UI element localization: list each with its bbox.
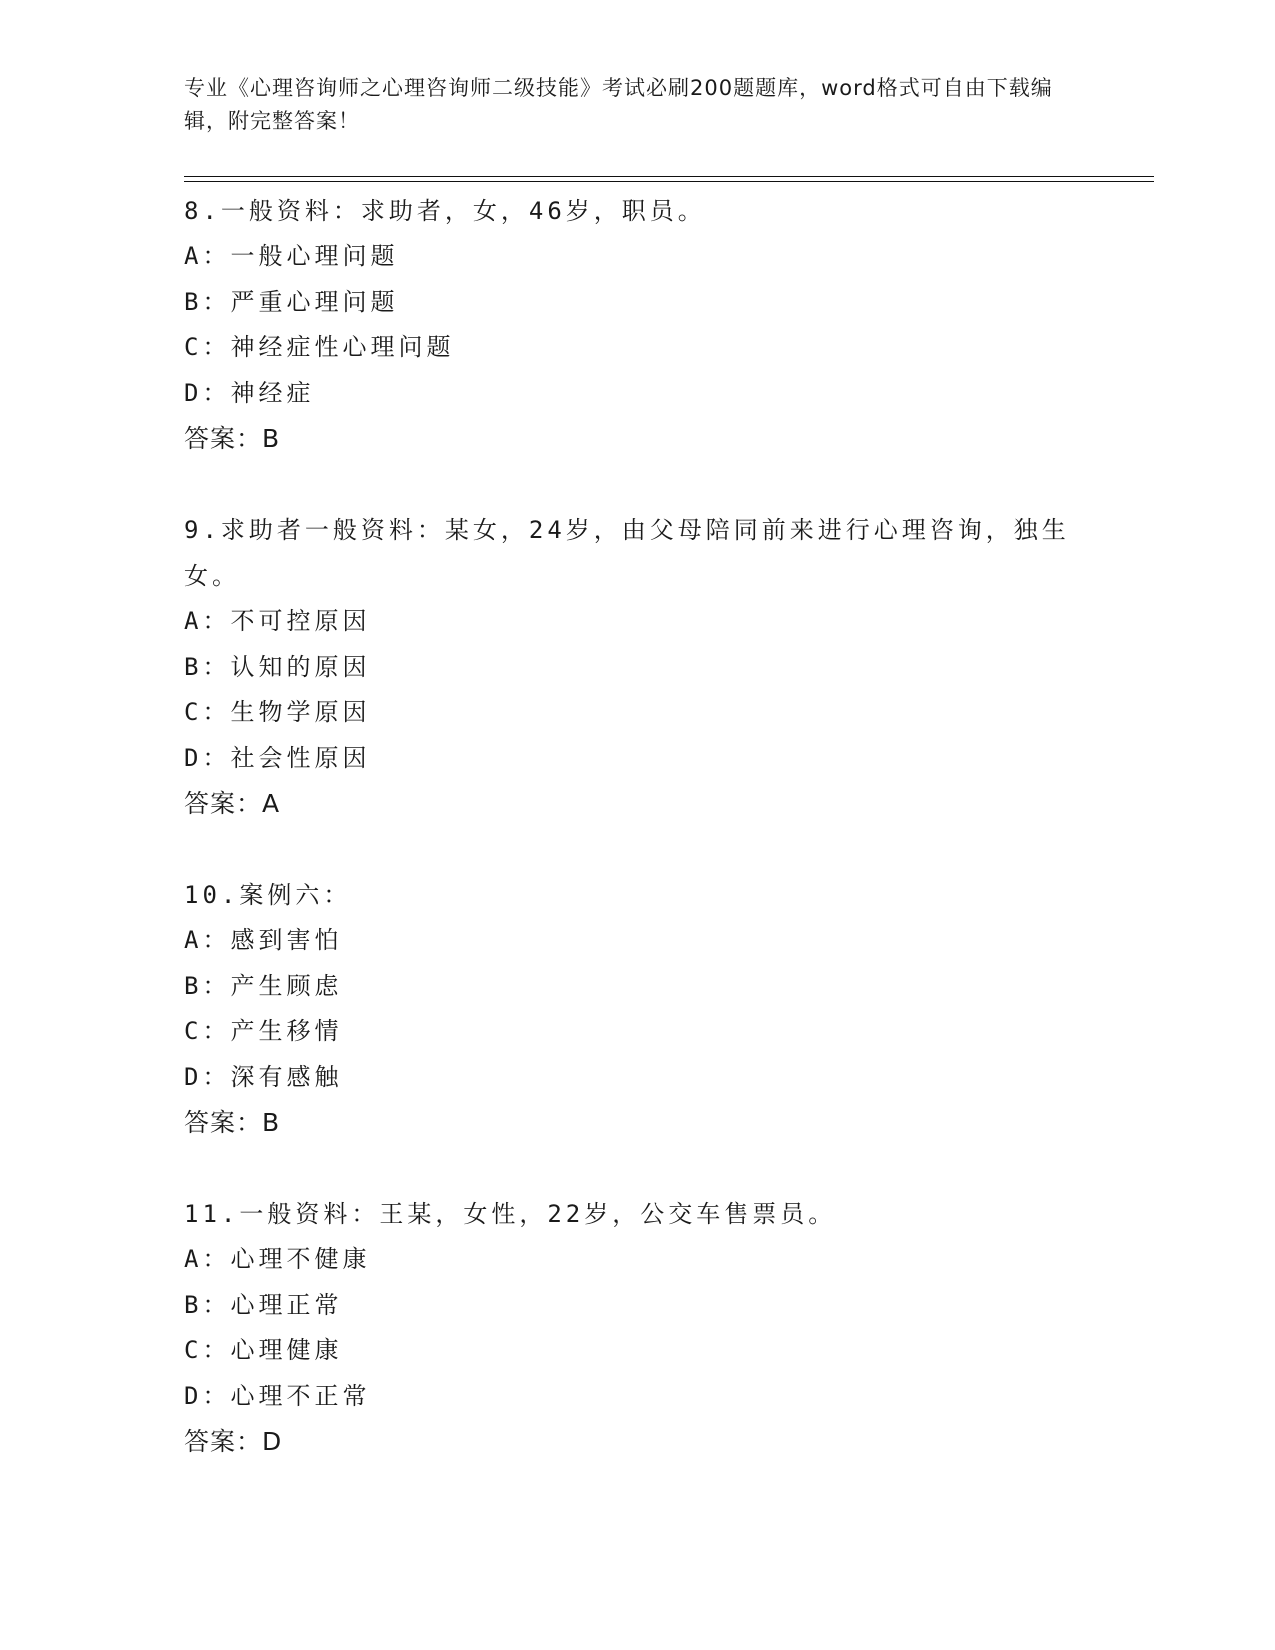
- option-c: C：产生移情: [184, 1017, 343, 1045]
- answer: 答案：B: [184, 1108, 281, 1137]
- option-b: B：认知的原因: [184, 652, 371, 681]
- header-divider: [184, 176, 1154, 182]
- question-stem: 11.一般资料：王某，女性，22岁，公交车售票员。: [184, 1200, 837, 1228]
- option-a: A：不可控原因: [184, 607, 371, 635]
- question-stem: 8.一般资料：求助者，女，46岁，职员。: [184, 197, 706, 225]
- option-d: D：社会性原因: [184, 743, 371, 772]
- answer: 答案：D: [184, 1427, 283, 1456]
- option-b: B：严重心理问题: [184, 287, 399, 316]
- question-stem: 9.求助者一般资料：某女，24岁，由父母陪同前来进行心理咨询，独生女。: [184, 516, 1070, 590]
- option-b: B：心理正常: [184, 1290, 343, 1319]
- option-c: C：心理健康: [184, 1336, 343, 1364]
- option-c: C：生物学原因: [184, 698, 371, 726]
- option-a: A：感到害怕: [184, 926, 343, 954]
- question-8: [184, 188, 1084, 462]
- option-a: A：一般心理问题: [184, 242, 399, 270]
- question-list: [184, 188, 1084, 1510]
- option-c: C：神经症性心理问题: [184, 333, 455, 361]
- answer: 答案：B: [184, 424, 281, 453]
- answer: 答案：A: [184, 789, 281, 818]
- option-d: D：深有感触: [184, 1062, 343, 1091]
- question-9: [184, 507, 1084, 827]
- option-b: B：产生顾虑: [184, 971, 343, 1000]
- question-11: [184, 1191, 1084, 1465]
- option-d: D：心理不正常: [184, 1381, 371, 1410]
- document-header: 专业《心理咨询师之心理咨询师二级技能》考试必刷200题题库，word格式可自由下载编辑，附完整答案！: [184, 76, 1053, 133]
- option-d: D：神经症: [184, 378, 315, 407]
- question-stem: 10.案例六：: [184, 881, 352, 909]
- option-a: A：心理不健康: [184, 1245, 371, 1273]
- question-10: [184, 872, 1084, 1146]
